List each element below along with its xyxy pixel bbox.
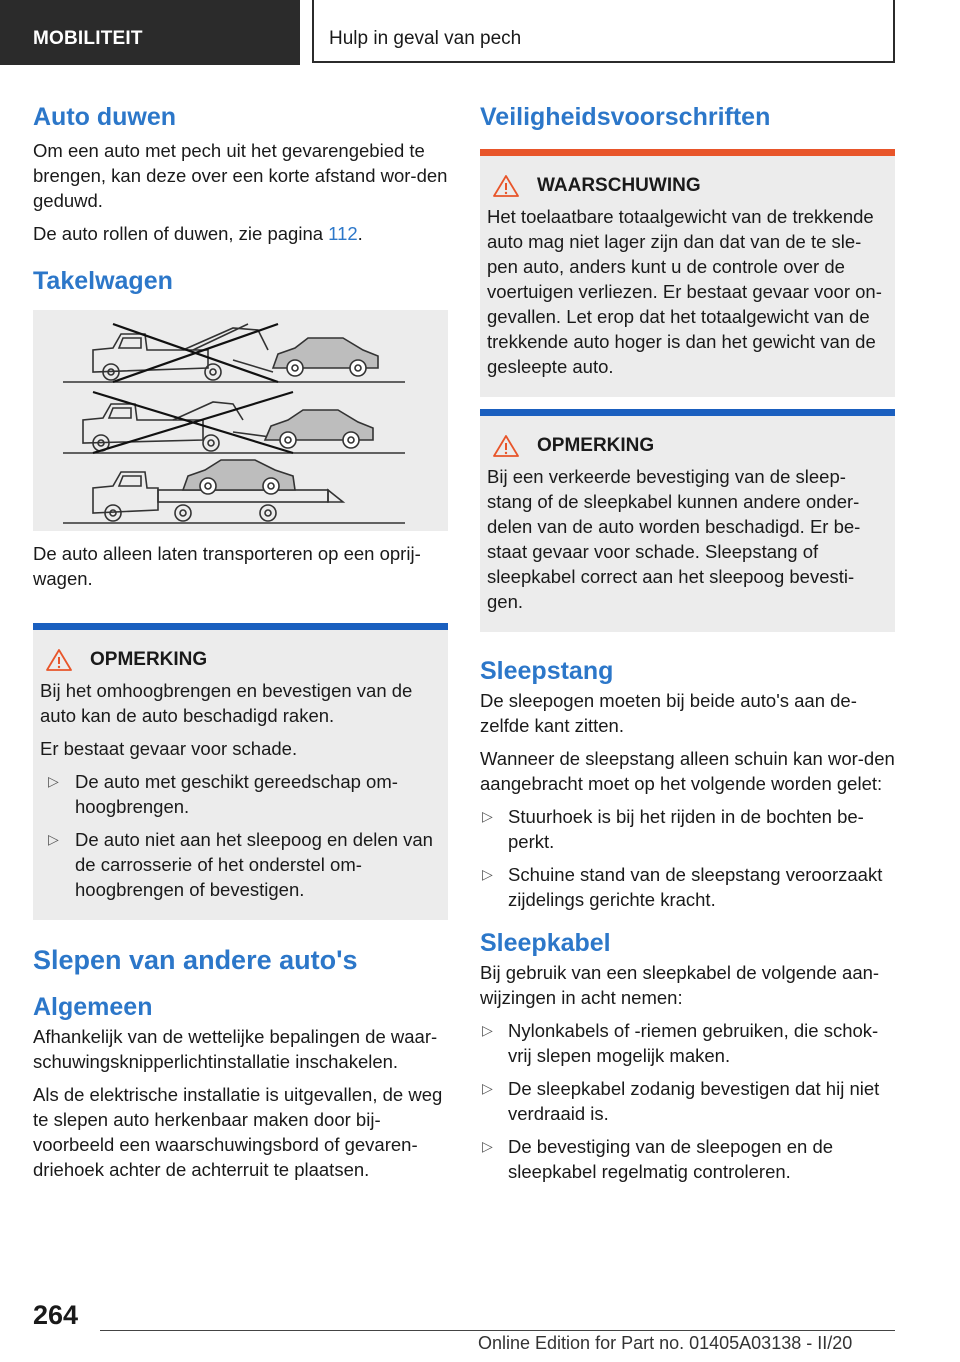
sleepkabel-list: [480, 1018, 895, 1184]
page-title: Hulp in geval van pech: [312, 0, 895, 63]
algemeen-text-1: Afhankelijk van de wettelijke bepalingen de waar-schuwingsknipperlichtinstallatie inschakelen.: [33, 1026, 438, 1072]
heading-auto-duwen: Auto duwen: [33, 103, 177, 131]
note-text: Bij het omhoogbrengen en bevestigen van de auto kan de auto beschadigd raken.: [40, 680, 413, 726]
heading-algemeen: Algemeen: [33, 993, 153, 1021]
triangle-bullet-icon: ▷: [482, 866, 493, 882]
right-column: [480, 100, 895, 1184]
triangle-bullet-icon: ▷: [482, 1080, 493, 1096]
algemeen-text-2: Als de elektrische installatie is uitgevallen, de weg te slepen auto herkenbaar maken door bij-voorbeeld een waarschuwingsbord of gevaren-driehoek achter de achterruit te plaatsen.: [33, 1084, 443, 1180]
heading-slepen: Slepen van andere auto's: [33, 945, 358, 975]
triangle-bullet-icon: ▷: [482, 1022, 493, 1038]
warning-triangle-icon: [46, 649, 72, 671]
note-box-lifting: [33, 623, 448, 920]
list-item: ▷ Stuurhoek is bij het rijden in de bochten be-perkt.: [482, 806, 864, 852]
heading-takelwagen: Takelwagen: [33, 267, 173, 295]
section-tab: MOBILITEIT: [0, 0, 300, 65]
warning-text: Het toelaatbare totaalgewicht van de trekkende auto mag niet lager zijn dan dat van de te sle-pen auto, anders kunt u de controle over de voertuigen verliezen. Er bestaat gevaar voor on-gevallen. Let erop dat het totaalgewicht van de trekkende auto hoger is dan het gewicht van de gesleepte auto.: [487, 206, 882, 377]
list-item: ▷ De bevestiging van de sleepogen en de sleepkabel regelmatig controleren.: [482, 1136, 834, 1182]
triangle-bullet-icon: ▷: [482, 1138, 493, 1154]
auto-duwen-reference: [33, 221, 448, 246]
reference-end: .: [357, 223, 363, 244]
list-item: ▷ De auto met geschikt gereedschap om-hoogbrengen.: [48, 771, 398, 817]
heading-sleepkabel: Sleepkabel: [480, 929, 611, 957]
note-title-text: OPMERKING: [537, 435, 655, 456]
footer-divider: [100, 1330, 895, 1331]
note-box-attachment: [480, 409, 895, 632]
triangle-bullet-icon: ▷: [482, 808, 493, 824]
edition-text: Online Edition for Part no. 01405A03138 - II/20: [478, 1333, 853, 1353]
list-item: ▷ Nylonkabels of -riemen gebruiken, die schok-vrij slepen mogelijk maken.: [482, 1020, 879, 1066]
left-column: [33, 100, 448, 1182]
warning-title-text: WAARSCHUWING: [537, 175, 701, 196]
page-number: 264: [33, 1300, 79, 1330]
triangle-bullet-icon: ▷: [48, 831, 59, 847]
reference-text: De auto rollen of duwen, zie pagina: [33, 223, 329, 244]
sleepstang-text-2: Wanneer de sleepstang alleen schuin kan wor-den aangebracht moet op het volgende worden gelet:: [480, 748, 895, 794]
note-title-text: OPMERKING: [90, 649, 208, 670]
page-link-112[interactable]: 112: [328, 223, 358, 244]
sleepstang-list: [480, 804, 895, 912]
warning-title: [487, 174, 887, 198]
note-title: [40, 648, 440, 672]
warning-box: [480, 149, 895, 397]
sleepkabel-text: Bij gebruik van een sleepkabel de volgende aan-wijzingen in acht nemen:: [480, 962, 880, 1008]
list-item: ▷ De auto niet aan het sleepoog en delen van de carrosserie of het onderstel om-hoogbrengen of bevestigen.: [48, 829, 433, 900]
takelwagen-caption: De auto alleen laten transporteren op een oprij-wagen.: [33, 543, 421, 589]
triangle-bullet-icon: ▷: [48, 773, 59, 789]
auto-duwen-text: Om een auto met pech uit het gevarengebied te brengen, kan deze over een korte afstand wor-den geduwd.: [33, 140, 448, 211]
tow-truck-drawing: [33, 310, 448, 531]
note-risk-text: Er bestaat gevaar voor schade.: [40, 738, 298, 759]
heading-sleepstang: Sleepstang: [480, 657, 614, 685]
note-title: [487, 434, 887, 458]
note-list: [40, 769, 440, 902]
tow-truck-illustration: [33, 310, 448, 531]
note-text: Bij een verkeerde bevestiging van de sleep-stang of de sleepkabel kunnen andere onder-delen van de auto worden beschadigd. Er be-staat gevaar voor schade. Sleepstang of sleepkabel correct aan het sleepoog bevesti-gen.: [487, 466, 861, 612]
sleepstang-text-1: De sleepogen moeten bij beide auto's aan de-zelfde kant zitten.: [480, 690, 857, 736]
warning-triangle-icon: [493, 435, 519, 457]
warning-triangle-icon: [493, 175, 519, 197]
heading-veiligheid: Veiligheidsvoorschriften: [480, 103, 771, 131]
list-item: ▷ Schuine stand van de sleepstang veroorzaakt zijdelings gerichte kracht.: [482, 864, 883, 910]
list-item: ▷ De sleepkabel zodanig bevestigen dat hij niet verdraaid is.: [482, 1078, 880, 1124]
